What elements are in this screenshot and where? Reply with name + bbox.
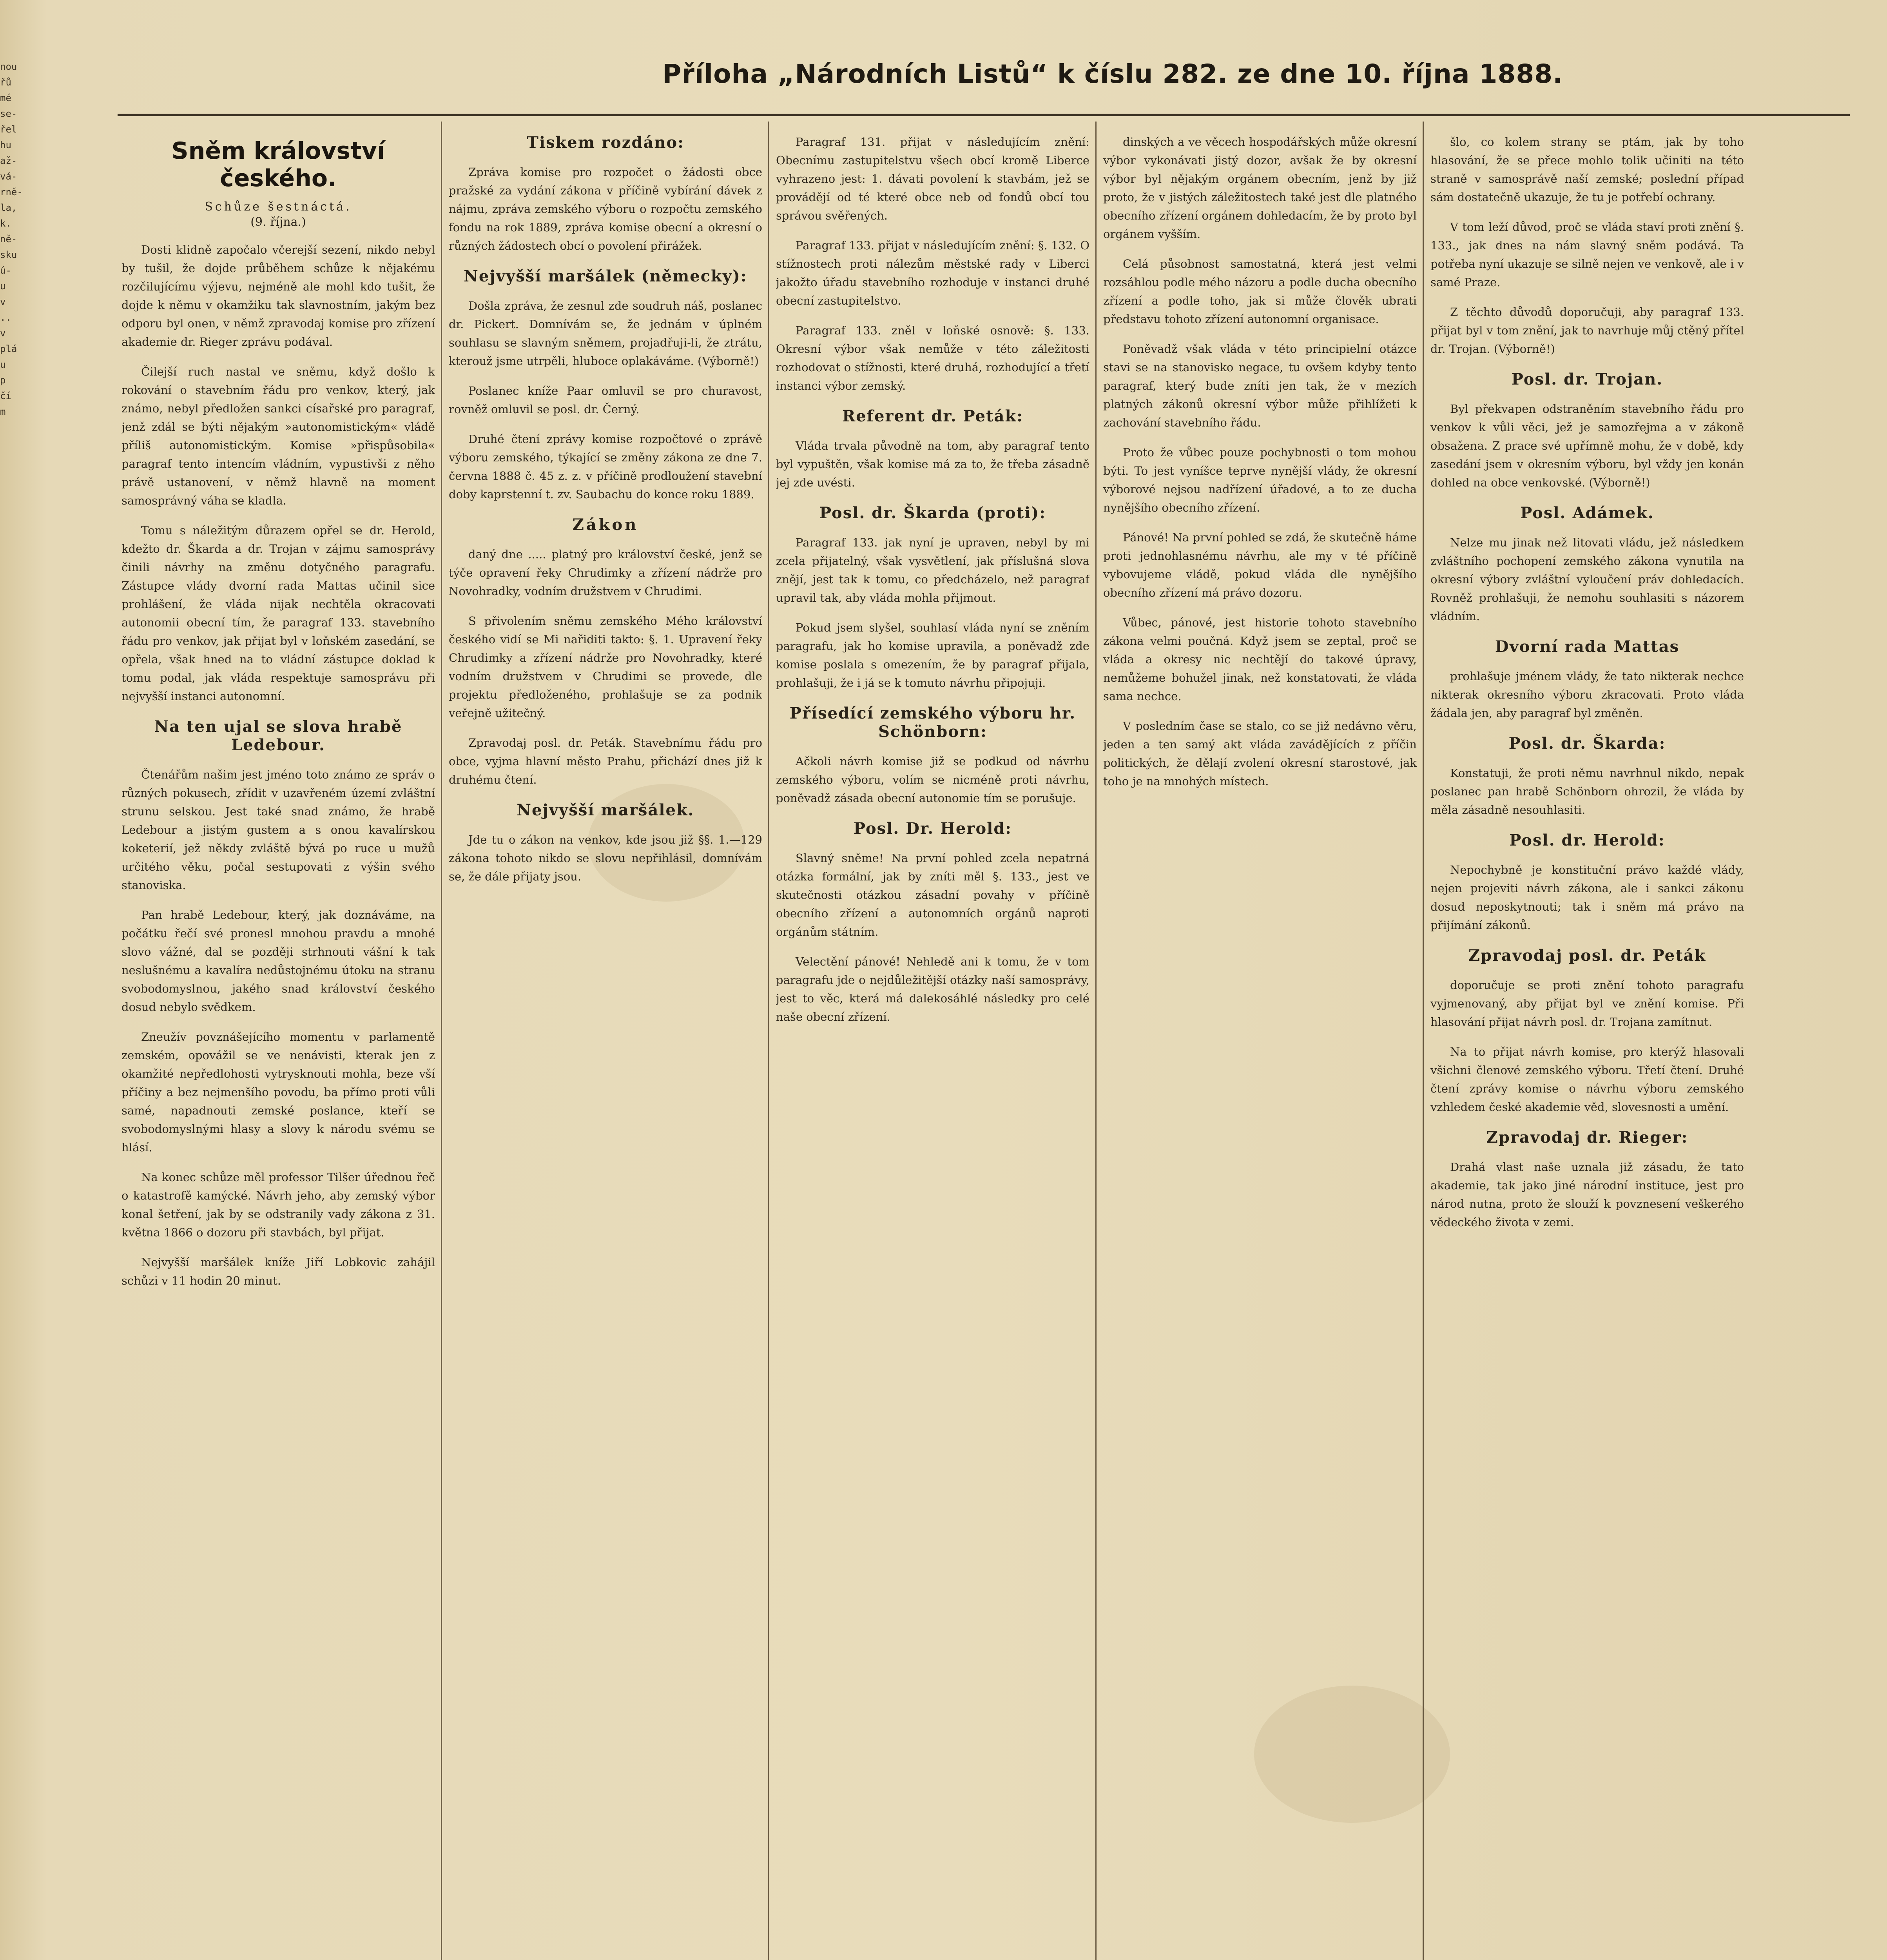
paragraph: Poslanec kníže Paar omluvil se pro churavost, rovněž omluvil se posl. dr. Černý.	[449, 384, 762, 416]
speaker-heading: Přísedící zemského výboru hr. Schönborn:	[789, 704, 1076, 741]
speaker-heading: Posl. dr. Herold:	[1509, 831, 1665, 849]
supplement-masthead: Příloha „Národních Listů“ k číslu 282. ze dne 10. října 1888.	[662, 59, 1563, 89]
speaker-heading: Zpravodaj dr. Rieger:	[1486, 1128, 1688, 1147]
speaker-heading: Posl. dr. Trojan.	[1511, 370, 1663, 388]
paragraph: Velectění pánové! Nehledě ani k tomu, že v tom paragrafu jde o nejdůležitější otázky naší samosprávy, jest to věc, která má dalekosáhlé následky pro celé naše obecní zřízení.	[776, 955, 1089, 1024]
article-title: Sněm království českého.	[171, 137, 385, 192]
paragraph: Dosti klidně započalo včerejší sezení, nikdo nebyl by tušil, že dojde průběhem schůze k nějakému rozčilujícímu výjevu, nejméně ale mohl kdo tušit, že dojde k němu v okamžiku tak slavnostním, jakým bez odporu byl onen, v němž zpravodaj komise pro zřízení akademie dr. Rieger zprávu podával.	[121, 243, 435, 348]
paragraph: Došla zpráva, že zesnul zde soudruh náš, poslanec dr. Pickert. Domnívám se, že jednám v úplném souhlasu se slavným sněmem, projadřuji-li, že ztrátu, kterouž jsme utrpěli, hluboce oplakáváme. (Výborně!)	[449, 299, 762, 368]
paragraph: Vláda trvala původně na tom, aby paragraf tento byl vypuštěn, však komise má za to, že třeba zásadně jej zde uvésti.	[776, 439, 1089, 489]
header-rule	[118, 114, 1850, 116]
paragraph: Na to přijat návrh komise, pro kterýž hlasovali všichni členové zemského výboru. Třetí čtení. Druhé čtení zprávy komise o návrhu výboru zemského vzhledem české akademie věd, slovesnosti a umění.	[1430, 1045, 1744, 1114]
paragraph: doporučuje se proti znění tohoto paragrafu vyjmenovaný, aby přijat byl ve znění komise. Při hlasování přijat návrh posl. dr. Trojana zamítnut.	[1430, 978, 1744, 1029]
speaker-heading: Nejvyšší maršálek (německy):	[464, 267, 747, 285]
section-heading: Na ten ujal se slova hrabě Ledebour.	[154, 717, 402, 754]
paragraph: Proto že vůbec pouze pochybnosti o tom mohou býti. To jest vyníšce teprve nynější vlády, že okresní výborové nejsou nadřízení úřadové, a to ze ducha nynějšího obecního zřízení.	[1103, 446, 1417, 514]
speaker-heading: Posl. Dr. Herold:	[853, 819, 1012, 838]
paragraph: Čtenářům našim jest jméno toto známo ze správ o různých pokusech, zřídit v uzavřeném území zvláštní strunu selskou. Jest také snad známo, že hrabě Ledebour a jistým gustem a s onou kavalírskou koketerií, jež někdy zvláště bývá po ruce u mužů určitého věku, počal sestupovati z výšin svého stanoviska.	[121, 768, 435, 892]
section-heading: Zákon	[572, 515, 639, 534]
paragraph: Jde tu o zákon na venkov, kde jsou již §§. 1.—129 zákona tohoto nikdo se slovu nepřihlásil, domnívám se, že dále přijaty jsou.	[449, 833, 762, 883]
session-date: (9. října.)	[250, 215, 306, 229]
paragraph: Slavný sněme! Na první pohled zcela nepatrná otázka formální, jak by zníti měl §. 133., jest ve skutečnosti otázkou zásadní povahy v příčině obecního zřízení a autonomních orgánů naproti orgánům státním.	[776, 851, 1089, 938]
paragraph: Zpravodaj posl. dr. Peták. Stavebnímu řádu pro obce, vyjma hlavní město Prahu, přichází dnes již k druhému čtení.	[449, 736, 762, 786]
section-heading: Tiskem rozdáno:	[527, 133, 684, 152]
paragraph: dinských a ve věcech hospodářských může okresní výbor vykonávati jistý dozor, avšak že by okresní výbor byl nějakým orgánem obecním, jenž by již proto, že v jistých záležitostech také jest dle platného obecního zřízení orgánem dohledacím, že by proto byl orgánem vyšším.	[1103, 135, 1417, 241]
paragraph: Paragraf 133. zněl v loňské osnově: §. 133. Okresní výbor však nemůže v této záležitosti rozhodovat o stížnosti, které druhá, rozhodující a třetí instanci výbor zemský.	[776, 324, 1089, 392]
paragraph: Nelze mu jinak než litovati vládu, jež následkem zvláštního pochopení zemského zákona vynutila na okresní výbory zvláštní vyloučení práv dohledacích. Rovněž prohlašuji, že nemohu souhlasiti s názorem vládním.	[1430, 536, 1744, 623]
paragraph: Z těchto důvodů doporučuji, aby paragraf 133. přijat byl v tom znění, jak to navrhuje můj ctěný přítel dr. Trojan. (Výborně!)	[1430, 305, 1744, 356]
paragraph: Celá působnost samostatná, která jest velmi rozsáhlou podle mého názoru a podle ducha obecního zřízení a podle toho, jak si může člověk ubrati představu tohoto zřízení autonomní organisace.	[1103, 257, 1417, 326]
paragraph: V tom leží důvod, proč se vláda staví proti znění §. 133., jak dnes na nám slavný sněm podává. Ta potřeba nyní ukazuje se silně nejen ve venkově, ale i v samé Praze.	[1430, 220, 1744, 289]
speaker-heading: Dvorní rada Mattas	[1495, 637, 1680, 656]
paragraph: Paragraf 133. jak nyní je upraven, nebyl by mi zcela přijatelný, však vysvětlení, jak příslušná slova znějí, jest tak k tomu, co předcházelo, než paragraf upravil tak, aby vláda mohla přijmout.	[776, 536, 1089, 604]
session-number: Schůze šestnáctá.	[205, 200, 352, 214]
speaker-heading: Nejvyšší maršálek.	[517, 801, 694, 819]
paragraph: V posledním čase se stalo, co se již nedávno věru, jeden a ten samý akt vláda zavádějících z příčin politických, že dělají zvolení okresní starostové, jak toho je na mnohých místech.	[1103, 719, 1417, 788]
paragraph: daný dne ..... platný pro království české, jenž se týče opravení řeky Chrudimky a zřízení nádrže pro Novohradky, vodním družstvem v Chrudimi.	[449, 548, 762, 598]
speaker-heading: Zpravodaj posl. dr. Peták	[1468, 946, 1706, 965]
column-divider	[441, 122, 442, 1960]
paragraph: Paragraf 131. přijat v následujícím znění: Obecnímu zastupitelstvu všech obcí kromě Liberce vyhrazeno jest: 1. dávati povolení k stavbám, jež se provádějí od té které obce neb od fondů obcí tou správou svěřených.	[776, 135, 1089, 222]
paragraph: šlo, co kolem strany se ptám, jak by toho hlasování, že se přece mohlo tolik učiniti na této straně v samosprávě naší zemské; poslední případ sám dostatečně ukazuje, že tu je potřebí ochrany.	[1430, 135, 1744, 204]
paragraph: prohlašuje jménem vlády, že tato nikterak nechce nikterak okresního výboru zkracovati. Proto vláda žádala jen, aby paragraf byl změněn.	[1430, 670, 1744, 720]
paragraph: Drahá vlast naše uznala již zásadu, že tato akademie, tak jako jiné národní instituce, jest pro národ nutna, proto že slouží k povznesení veškerého vědeckého života v zemi.	[1430, 1160, 1744, 1229]
column-4	[1103, 122, 1417, 1960]
speaker-heading: Posl. dr. Škarda (proti):	[819, 504, 1046, 522]
paragraph: Poněvadž však vláda v této principielní otázce stavi se na stanovisko negace, tu ovšem kdyby tento paragraf, který bude zníti jen tak, že v mezích platných zákonů okresní výbor může přihlížeti k zachování stavebního řádu.	[1103, 342, 1417, 429]
paragraph: Nepochybně je konstituční právo každé vlády, nejen projeviti návrh zákona, ale i sankci zákonu dosud neposkytnouti; tak i sněm má právo na přijímání zákonů.	[1430, 863, 1744, 932]
speaker-heading: Referent dr. Peták:	[842, 407, 1023, 425]
paragraph: Na konec schůze měl professor Tilšer úřednou řeč o katastrofě kamýcké. Návrh jeho, aby zemský výbor konal šetření, jak by se odstranily vady zákona z 31. května 1866 o dozoru při stavbách, byl přijat.	[121, 1171, 435, 1239]
speaker-heading: Posl. Adámek.	[1520, 504, 1654, 522]
paragraph: Tomu s náležitým důrazem opřel se dr. Herold, kdežto dr. Škarda a dr. Trojan v zájmu samosprávy činili návrhy na změnu dotyčného paragrafu. Zástupce vlády dvorní rada Mattas učinil sice prohlášení, že vláda nijak nechtěla okracovati autonomii obecní tím, že paragraf 133. stavebního řádu pro venkov, jak přijat byl v loňském zasedání, se opřela, však hned na to vládní zástupce doklad k tomu podal, jak vláda respektuje samosprávu při nejvyšší instanci autonomní.	[121, 524, 435, 703]
column-2	[449, 122, 762, 1960]
paragraph: Zneužív povznášejícího momentu v parlamentě zemském, opovážil se ve nenávisti, kterak jen z okamžité nepředlohosti vytrysknouti mohla, beze vší příčiny a bez nejmenšího povodu, ba přímo proti vůli samé, napadnouti zemské poslance, kteří se svobodomyslnými hlasy a slovy k národu svému se hlásí.	[121, 1030, 435, 1154]
paragraph: Paragraf 133. přijat v následujícím znění: §. 132. O stížnostech proti nálezům městské rady v Liberci jakožto úřadu stavebního rozhoduje v instanci druhé obecní zastupitelstvo.	[776, 239, 1089, 307]
column-divider	[1423, 122, 1424, 1960]
paragraph: S přivolením sněmu zemského Mého království českého vidí se Mi nařiditi takto: §. 1. Upravení řeky Chrudimky a zřízení nádrže pro Novohradky, které vodním družstvem v Chrudimi se provede, dle projektu předloženého, prohlašuje se za podnik veřejně užitečný.	[449, 614, 762, 720]
paragraph: Zpráva komise pro rozpočet o žádosti obce pražské za vydání zákona v příčině vybírání dávek z nájmu, zpráva zemského výboru o rozpočtu zemského fondu na rok 1889, zpráva komise obecní a okresní o různých žádostech obcí o povolení přirážek.	[449, 165, 762, 252]
paragraph: Čilejší ruch nastal ve sněmu, když došlo k rokování o stavebním řádu pro venkov, který, jak známo, nebyl předložen sankci císařské pro paragraf, jenž zdál se býti nějakým »autonomistickým« vládě příliš autonomistickým. Komise »přispůsobila« paragraf tento intencím vládním, vypustivši z něho právě ustanovení, v němž hlavně na moment samosprávný váha se kladla.	[121, 365, 435, 507]
column-3	[776, 122, 1089, 1960]
column-divider	[768, 122, 769, 1960]
adjacent-page-fragment: nou řů mé se- řel hu až- vá- rně- la, k. ně- sku ú- u v .. v plá u p čí m	[0, 61, 23, 417]
speaker-heading: Posl. dr. Škarda:	[1508, 734, 1666, 753]
paragraph: Pokud jsem slyšel, souhlasí vláda nyní se zněním paragrafu, jak ho komise upravila, a poněvadž zde komise poslala s omezením, že by paragraf přijala, prohlašuji, že i já se k tomuto návrhu připojuji.	[776, 621, 1089, 690]
column-1	[121, 122, 435, 1960]
paragraph: Nejvyšší maršálek kníže Jiří Lobkovic zahájil schůzi v 11 hodin 20 minut.	[121, 1256, 435, 1287]
paragraph: Vůbec, pánové, jest historie tohoto stavebního zákona velmi poučná. Když jsem se zeptal, proč se vláda a okresy nic nechtějí do takové úpravy, nemůžeme bohužel jinak, než konstatovati, že vláda sama nechce.	[1103, 616, 1417, 703]
paragraph: Pánové! Na první pohled se zdá, že skutečně háme proti jednohlasnému návrhu, ale my v té příčině vybovujeme vládě, pokud vláda dle nynějšího obecního zřízení má právo dozoru.	[1103, 531, 1417, 599]
paragraph: Konstatuji, že proti němu navrhnul nikdo, nepak poslanec pan hrabě Schönborn ohrozil, že vláda by měla zásadně nesouhlasiti.	[1430, 766, 1744, 817]
column-5	[1430, 122, 1744, 1960]
paragraph: Druhé čtení zprávy komise rozpočtové o zprávě výboru zemského, týkající se změny zákona ze dne 7. června 1888 č. 45 z. z. v příčině prodloužení stavební doby kaprstenní t. zv. Saubachu do konce roku 1889.	[449, 432, 762, 501]
paragraph: Ačkoli návrh komise již se podkud od návrhu zemského výboru, volím se nicméně proti návrhu, poněvadž zásada obecní autonomie tím se porušuje.	[776, 755, 1089, 805]
paragraph: Pan hrabě Ledebour, který, jak doznáváme, na počátku řečí své pronesl mnohou pravdu a mnohé slovo vážné, dal se později strhnouti vášní k tak neslušnému a kavalíra nedůstojnému útoku na stranu svobodomyslnou, jakého snad království českého dosud nebylo svědkem.	[121, 908, 435, 1014]
paragraph: Byl překvapen odstraněním stavebního řádu pro venkov k vůli věci, jež je samozřejma a v zákoně obsažena. Z prace své upřímně mohu, že v době, kdy zasedání jsem v okresním výboru, byl vždy jen konán dohled na obce venkovské. (Výborně!)	[1430, 402, 1744, 489]
column-divider	[1095, 122, 1097, 1960]
